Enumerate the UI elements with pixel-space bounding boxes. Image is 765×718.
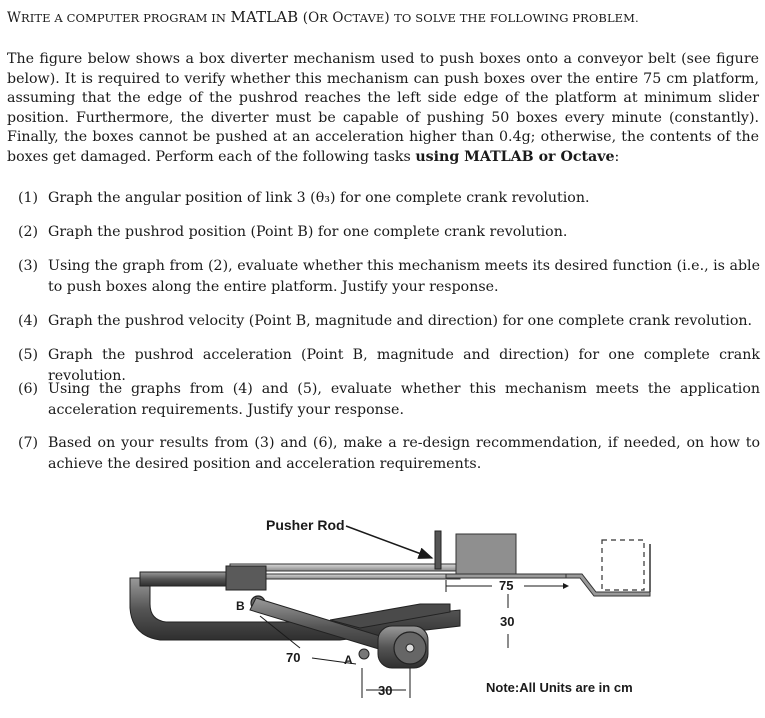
dim-70-label: 70	[286, 650, 301, 665]
heading-part: TO SOLVE THE FOLLOWING PROBLEM.	[394, 11, 639, 25]
task-number: (5)	[18, 347, 39, 363]
dim-30-vertical-label: 30	[500, 614, 515, 629]
heading-matlab: MATLAB	[230, 8, 299, 26]
mechanism-diagram	[120, 508, 680, 713]
pusher-plate	[435, 531, 441, 569]
task-number: (6)	[18, 381, 39, 397]
task-item	[18, 379, 760, 421]
task-text: Based on your results from (3) and (6), make a re-design recommendation, if needed, on how to achieve the desired position and acceleration requirements.	[48, 435, 760, 472]
task-text: Using the graphs from (4) and (5), evaluate whether this mechanism meets the application acceleration requirements. Justify your response.	[48, 381, 760, 418]
task-number: (4)	[18, 313, 39, 329]
destination-box	[602, 540, 644, 590]
task-number: (2)	[18, 224, 39, 240]
heading-part: (	[302, 10, 309, 26]
dim-30-horizontal-label: 30	[378, 683, 393, 698]
task-text: Graph the angular position of link 3 (θ₃) for one complete crank revolution.	[48, 190, 590, 206]
note-label: Note:All Units are in cm	[486, 680, 633, 695]
intro-bold-text: using MATLAB or Octave	[415, 148, 615, 165]
point-b-label: B	[236, 599, 245, 613]
mechanism-figure	[120, 508, 680, 713]
heading-part: CTAVE	[343, 11, 385, 25]
dim-75-label: 75	[499, 578, 514, 593]
task-item	[18, 256, 760, 298]
heading-part: R	[319, 11, 329, 25]
pusher-rod-label: Pusher Rod	[266, 517, 345, 533]
task-text: Graph the pushrod position (Point B) for one complete crank revolution.	[48, 224, 568, 240]
pushrod-upper	[230, 564, 480, 571]
task-text: Using the graph from (2), evaluate whether this mechanism meets its desired function (i.e., is able to push boxes along the entire platform. Justify your response.	[48, 258, 760, 295]
heading-part: O	[308, 10, 320, 26]
point-a-pin	[359, 649, 369, 659]
conveyor-ramp	[566, 574, 650, 596]
task-text: Graph the pushrod velocity (Point B, magnitude and direction) for one complete crank revolution.	[48, 313, 753, 329]
slider-block	[226, 566, 266, 590]
box	[456, 534, 516, 574]
task-item	[18, 188, 760, 209]
task-number: (7)	[18, 435, 39, 451]
task-item	[18, 222, 760, 243]
heading-part: W	[7, 10, 21, 26]
task-item	[18, 433, 760, 475]
task-number: (1)	[18, 190, 39, 206]
intro-colon: :	[614, 148, 620, 165]
pusher-rod-leader	[346, 526, 432, 558]
crank-pivot	[406, 644, 414, 652]
task-item	[18, 311, 760, 332]
intro-text: The figure below shows a box diverter mechanism used to push boxes onto a conveyor belt (see figure below). It is required to verify whether this mechanism can push boxes over the entire 75 cm platform, assuming that the edge of the pushrod reaches the left side edge of the platform at minimum slider position. Furthermore, the diverter must be capable of pushing 50 boxes every minute (constantly). Finally, the boxes cannot be pushed at an acceleration higher than 0.4g; otherwise, the contents of the boxes get damaged. Perform each of the following tasks	[7, 51, 759, 165]
point-a-label: A	[344, 653, 353, 667]
task-text: Graph the pushrod acceleration (Point B, magnitude and direction) for one complete crank revolution.	[48, 347, 760, 384]
task-number: (3)	[18, 258, 39, 274]
heading-part: )	[384, 10, 390, 26]
heading-part: RITE A COMPUTER PROGRAM IN	[20, 11, 227, 25]
heading-part: O	[332, 10, 344, 26]
